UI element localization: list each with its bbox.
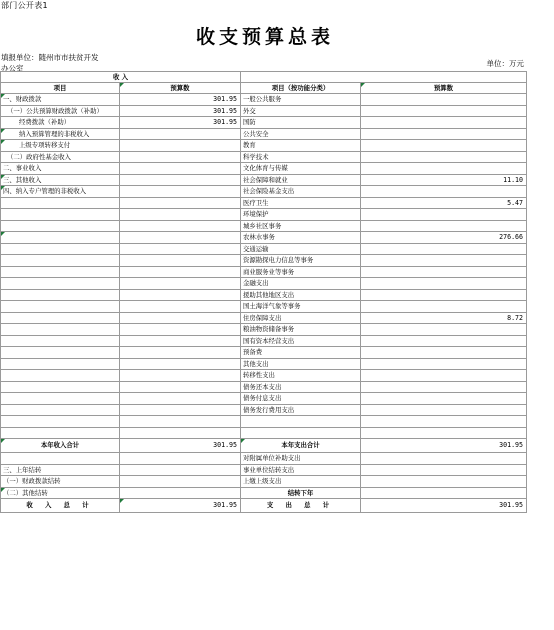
function-item: 国防 [241,117,361,128]
form-id: 部门公开表1 [1,1,48,10]
function-item: 国土海洋气象等事务 [241,301,361,312]
col-header-function-budget: 预算数 [361,83,527,94]
income-budget: 301.95 [120,106,241,117]
function-item: 金融支出 [241,278,361,289]
income-budget [120,290,241,301]
function-budget [361,152,527,163]
budget-row [0,221,527,233]
budget-row [0,416,527,428]
income-item [0,336,120,347]
income-total-value: 301.95 [120,439,241,452]
budget-row [0,244,527,256]
function-item: 对附属单位补助支出 [241,453,361,464]
grand-income-value: 301.95 [120,499,241,512]
budget-row [0,267,527,279]
income-item: 二、事业收入 [0,163,120,174]
budget-row [0,163,527,175]
function-budget: 5.47 [361,198,527,209]
income-budget [120,278,241,289]
income-item [0,359,120,370]
income-budget [120,186,241,197]
income-item [0,232,120,243]
function-item: 预备费 [241,347,361,358]
income-budget [120,347,241,358]
budget-row [0,186,527,198]
income-budget [120,416,241,427]
income-item: （二）政府性基金收入 [0,152,120,163]
budget-row [0,152,527,164]
income-budget [120,140,241,151]
income-budget [120,244,241,255]
budget-row [0,313,527,325]
expense-total-value: 301.95 [361,439,527,452]
function-budget [361,476,527,487]
function-item: 公共安全 [241,129,361,140]
function-item: 医疗卫生 [241,198,361,209]
function-budget: 8.72 [361,313,527,324]
income-item [0,324,120,335]
function-item: 其他支出 [241,359,361,370]
function-item: 外交 [241,106,361,117]
function-item: 交通运输 [241,244,361,255]
function-budget [361,106,527,117]
function-item [241,416,361,427]
function-budget [361,453,527,464]
function-budget: 276.66 [361,232,527,243]
budget-row [0,255,527,267]
budget-row [0,382,527,394]
function-budget [361,370,527,381]
page-title: 收支预算总表 [195,26,334,48]
budget-row [0,209,527,221]
col-header-item: 项目 [0,83,120,94]
carry-next-label: 结转下年 [241,488,361,499]
budget-row [0,129,527,141]
other-carry-label: （二）其他结转 [0,488,120,499]
function-budget [361,393,527,404]
function-item: 社会保障和就业 [241,175,361,186]
function-budget [361,163,527,174]
income-budget [120,465,241,476]
budget-row [0,278,527,290]
income-item: 四、纳入专户管理的非税收入 [0,186,120,197]
income-budget: 301.95 [120,117,241,128]
function-item: 资源勘探电力信息等事务 [241,255,361,266]
function-item: 债务付息支出 [241,393,361,404]
unit-label: 单位：万元 [486,59,524,68]
income-budget [120,209,241,220]
carry-next-value [361,488,527,499]
col-header-function-item: 项目（按功能分类） [241,83,361,94]
col-header-budget: 预算数 [120,83,241,94]
function-item: 教育 [241,140,361,151]
income-budget [120,336,241,347]
function-item: 社会保险基金支出 [241,186,361,197]
function-item: 上缴上级支出 [241,476,361,487]
function-budget [361,347,527,358]
function-budget [361,209,527,220]
carry-row [0,465,527,477]
income-item [0,198,120,209]
budget-table [0,71,527,513]
grand-expense-label: 支 出 总 计 [241,499,361,512]
expense-group-header [241,72,527,82]
income-budget [120,152,241,163]
budget-row [0,393,527,405]
reporting-unit: 填报单位：随州市市扶贫开发 办公室 [1,53,99,73]
income-item [0,393,120,404]
income-item [0,267,120,278]
function-item: 一般公共服务 [241,94,361,105]
income-item [0,453,120,464]
function-budget [361,129,527,140]
function-budget [361,405,527,416]
income-budget [120,382,241,393]
budget-row [0,106,527,118]
function-budget [361,324,527,335]
budget-row [0,359,527,371]
income-item [0,428,120,439]
income-item [0,405,120,416]
budget-row [0,336,527,348]
income-budget [120,175,241,186]
function-budget [361,301,527,312]
budget-row [0,301,527,313]
carry-row [0,476,527,488]
budget-row [0,117,527,129]
income-item: 经费拨款（补助） [0,117,120,128]
grand-total-row [0,499,527,513]
income-item: （一）公共预算财政拨款（补助） [0,106,120,117]
income-item [0,416,120,427]
function-budget [361,267,527,278]
function-item: 债务还本支出 [241,382,361,393]
function-budget [361,94,527,105]
income-item [0,278,120,289]
function-budget [361,416,527,427]
function-budget [361,186,527,197]
function-budget [361,382,527,393]
income-budget [120,428,241,439]
budget-row [0,232,527,244]
income-budget [120,221,241,232]
function-budget [361,255,527,266]
function-budget [361,278,527,289]
income-budget [120,324,241,335]
function-budget [361,140,527,151]
grand-expense-value: 301.95 [361,499,527,512]
income-item: 一、财政拨款 [0,94,120,105]
income-budget [120,405,241,416]
function-budget: 11.10 [361,175,527,186]
income-item [0,370,120,381]
income-budget [120,313,241,324]
budget-row [0,324,527,336]
other-carry-value [120,488,241,499]
income-item: 三、上年结转 [0,465,120,476]
income-item [0,382,120,393]
income-item: 纳入预算管理的非税收入 [0,129,120,140]
income-item [0,313,120,324]
function-item: 住房保障支出 [241,313,361,324]
function-item [241,428,361,439]
income-total-row [0,439,527,453]
income-budget [120,129,241,140]
carry-row [0,453,527,465]
income-budget [120,255,241,266]
budget-row [0,140,527,152]
function-item: 援助其他地区支出 [241,290,361,301]
budget-row [0,175,527,187]
income-budget [120,301,241,312]
income-item [0,290,120,301]
income-budget [120,476,241,487]
budget-row [0,347,527,359]
income-item: 三、其他收入 [0,175,120,186]
function-budget [361,359,527,370]
function-item: 粮油物资储备事务 [241,324,361,335]
function-budget [361,221,527,232]
function-item: 转移性支出 [241,370,361,381]
function-item: 科学技术 [241,152,361,163]
function-item: 环境保护 [241,209,361,220]
function-item: 事业单位结转支出 [241,465,361,476]
income-item [0,347,120,358]
income-budget [120,453,241,464]
income-item [0,301,120,312]
function-budget [361,117,527,128]
income-item [0,221,120,232]
income-item [0,209,120,220]
function-item: 国有资本经营支出 [241,336,361,347]
function-budget [361,428,527,439]
income-group-header: 收 入 [0,72,241,82]
income-budget [120,232,241,243]
budget-row [0,405,527,417]
budget-row [0,428,527,440]
income-item [0,255,120,266]
budget-row [0,94,527,106]
grand-income-label: 收 入 总 计 [0,499,120,512]
income-budget [120,163,241,174]
income-total-label: 本年收入合计 [0,439,120,452]
column-header-row [0,83,527,95]
income-budget [120,267,241,278]
income-budget [120,393,241,404]
income-item: 上级专项转移支付 [0,140,120,151]
other-carry-row [0,488,527,500]
function-budget [361,290,527,301]
income-budget [120,359,241,370]
function-item: 商业服务业等事务 [241,267,361,278]
expense-total-label: 本年支出合计 [241,439,361,452]
function-budget [361,465,527,476]
budget-row [0,290,527,302]
function-item: 债务发行费用支出 [241,405,361,416]
income-budget: 301.95 [120,94,241,105]
function-item: 农林水事务 [241,232,361,243]
income-item [0,244,120,255]
function-item: 城乡社区事务 [241,221,361,232]
income-budget [120,198,241,209]
function-budget [361,336,527,347]
budget-row [0,198,527,210]
income-budget [120,370,241,381]
budget-row [0,370,527,382]
group-header-row [0,71,527,83]
function-item: 文化体育与传媒 [241,163,361,174]
income-item: （一）财政拨款结转 [0,476,120,487]
function-budget [361,244,527,255]
